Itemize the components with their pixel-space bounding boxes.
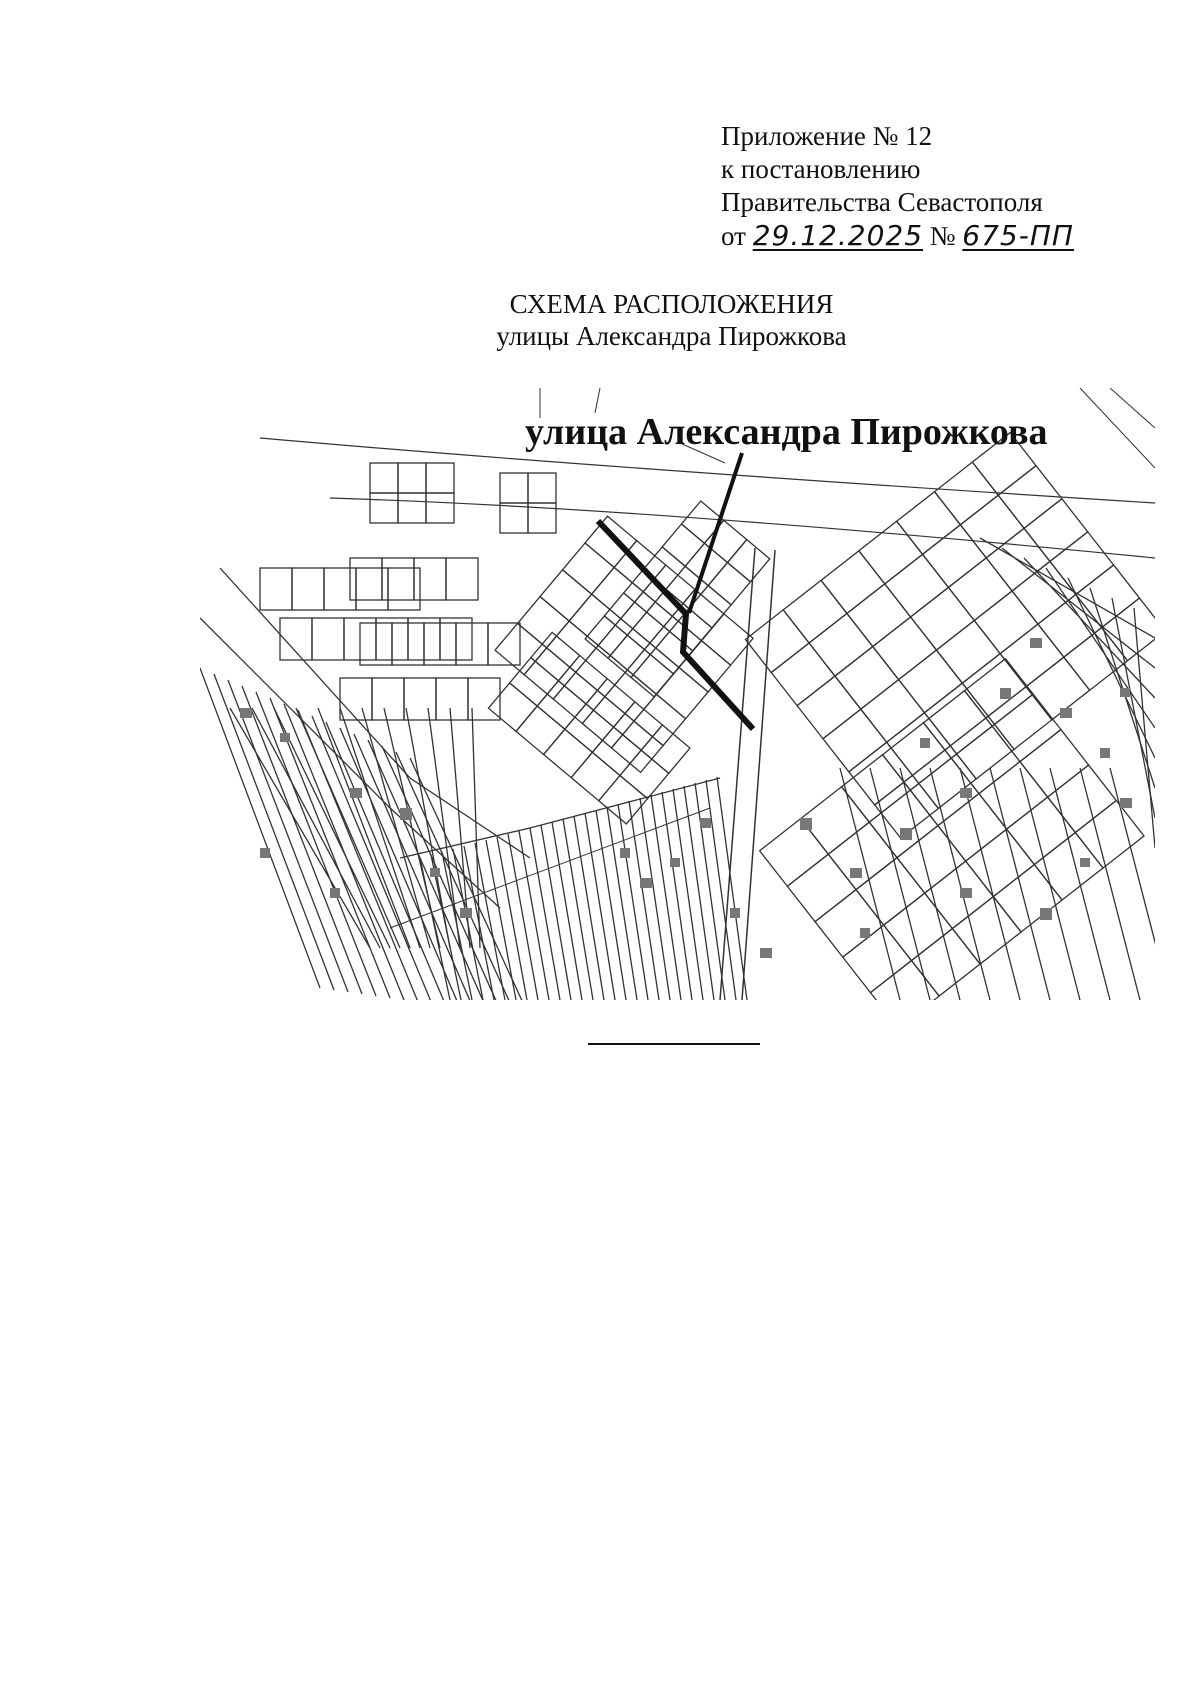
parcel: [960, 495, 1024, 558]
label-pointer-line: [689, 453, 742, 613]
building: [620, 848, 630, 858]
parcel: [859, 521, 923, 584]
appendix-header: [721, 120, 1074, 253]
parcel: [911, 929, 980, 996]
parcel-line: [1020, 768, 1080, 1000]
parcel: [843, 925, 912, 992]
parcel: [679, 641, 731, 692]
parcel: [370, 463, 398, 493]
parcel-line: [930, 768, 990, 1000]
building: [430, 868, 440, 877]
parcel: [847, 584, 911, 647]
parcel: [952, 897, 1021, 964]
parcel: [911, 587, 975, 650]
building: [850, 868, 862, 878]
parcel: [356, 568, 388, 610]
parcel: [938, 794, 1007, 861]
parcel: [809, 613, 873, 676]
parcel: [563, 543, 615, 594]
resolution-date-line: [721, 219, 1074, 253]
parcel: [1012, 561, 1076, 624]
parcel: [620, 750, 669, 798]
parcel: [966, 829, 1035, 896]
building: [1120, 798, 1132, 808]
parcel: [571, 752, 620, 800]
building: [960, 788, 972, 798]
parcel: [1000, 624, 1064, 687]
parcel: [965, 659, 1034, 726]
parcel: [1026, 657, 1090, 720]
parcel: [861, 680, 925, 743]
resolution-date: 29.12.2025: [752, 219, 924, 252]
parcel: [436, 678, 468, 720]
parcel: [537, 681, 586, 729]
building: [240, 708, 252, 718]
parcel: [604, 593, 646, 635]
building: [400, 808, 412, 820]
location-map: [200, 388, 1155, 1000]
parcel: [426, 463, 454, 493]
building: [1040, 908, 1052, 920]
building: [330, 888, 340, 898]
parcel-line: [296, 708, 400, 948]
date-prefix: от: [721, 221, 746, 251]
parcel-line: [228, 680, 348, 992]
parcel: [488, 623, 520, 665]
parcel: [884, 893, 953, 960]
parcel-line: [1050, 768, 1110, 1000]
parcel: [760, 819, 829, 886]
building: [700, 818, 711, 828]
parcel: [993, 865, 1062, 932]
parcel: [708, 563, 750, 605]
parcel: [821, 551, 885, 614]
building: [800, 818, 812, 830]
government-name: Правительства Севастополя: [721, 187, 1043, 217]
parcel: [531, 632, 580, 680]
parcel: [627, 612, 669, 654]
parcel: [260, 568, 292, 610]
parcel: [783, 580, 847, 643]
cadastral-parcels: [200, 388, 1155, 1000]
parcel: [598, 619, 650, 670]
building: [860, 928, 870, 938]
parcel: [835, 647, 899, 710]
building: [350, 788, 362, 798]
parcel: [797, 676, 861, 739]
parcel: [544, 729, 593, 777]
parcel: [370, 493, 398, 523]
parcel-line: [326, 722, 446, 1000]
parcel-line: [1080, 388, 1155, 468]
parcel-line: [1110, 388, 1155, 428]
building: [730, 908, 740, 918]
parcel: [592, 727, 641, 775]
building: [900, 828, 912, 840]
parcel: [899, 650, 963, 713]
building: [1120, 688, 1130, 697]
parcel-line: [214, 674, 334, 990]
parcel-line: [1110, 768, 1155, 1000]
parcel-line: [472, 708, 480, 948]
parcel: [1007, 797, 1076, 864]
parcel-line: [312, 716, 432, 1000]
parcel: [500, 473, 528, 503]
street-label: улица Александра Пирожкова: [525, 411, 1048, 453]
parcel: [727, 540, 769, 582]
building: [960, 888, 972, 898]
parcel-line: [1112, 598, 1155, 818]
parcel: [398, 493, 426, 523]
building: [460, 908, 472, 918]
parcel: [398, 463, 426, 493]
parcel: [488, 683, 537, 731]
parcel: [614, 702, 663, 750]
parcel-boundary: [400, 778, 720, 858]
building: [280, 733, 290, 742]
parcel: [585, 516, 637, 567]
parcel: [1024, 499, 1088, 562]
parcel: [558, 656, 607, 704]
building: [1060, 708, 1072, 718]
building: [670, 858, 680, 867]
building: [260, 848, 270, 858]
parcel: [771, 643, 835, 706]
parcel: [923, 525, 987, 588]
parcel-boundary: [742, 550, 775, 1000]
building: [760, 948, 772, 958]
appendix-number: Приложение № 12: [721, 121, 933, 151]
to-resolution-text: к постановлению: [721, 154, 921, 184]
building: [920, 738, 930, 748]
parcel: [528, 473, 556, 503]
building: [1100, 748, 1110, 758]
parcel: [382, 558, 414, 600]
parcel: [500, 503, 528, 533]
parcel-line: [200, 668, 320, 988]
parcel: [641, 725, 690, 773]
parcel: [925, 861, 994, 928]
title-line-1: СХЕМА РАСПОЛОЖЕНИЯ: [509, 289, 834, 319]
building: [1080, 858, 1090, 867]
parcel-line: [242, 686, 362, 994]
title-line-2: улицы Александра Пирожкова: [496, 321, 847, 351]
building: [1030, 638, 1042, 648]
parcel-line: [900, 768, 960, 1000]
parcel: [586, 679, 635, 727]
parcel: [540, 570, 592, 621]
parcel-line: [960, 768, 1020, 1000]
parcel: [979, 762, 1048, 829]
parcel: [388, 568, 420, 610]
parcel: [662, 524, 704, 566]
document-title: [0, 288, 1200, 352]
parcel: [414, 558, 446, 600]
parcel: [885, 554, 949, 617]
parcel: [936, 621, 1000, 684]
parcel: [643, 547, 685, 589]
number-sign: №: [929, 221, 956, 251]
parcel: [324, 568, 356, 610]
parcel-line: [870, 768, 930, 1000]
parcel: [1076, 565, 1140, 628]
parcel: [292, 568, 324, 610]
parcel-line: [256, 692, 376, 996]
parcel: [988, 687, 1052, 750]
parcel: [446, 558, 478, 600]
closing-rule: [588, 1043, 760, 1045]
building: [640, 878, 652, 888]
parcel: [592, 567, 644, 618]
parcel-line: [1068, 578, 1155, 758]
parcel: [873, 617, 937, 680]
building: [1000, 688, 1011, 699]
parcel: [372, 678, 404, 720]
parcel: [426, 493, 454, 523]
parcel: [1050, 532, 1114, 595]
parcel: [787, 854, 856, 921]
parcel-line: [252, 708, 380, 948]
parcel: [974, 591, 1038, 654]
parcel: [565, 704, 614, 752]
parcel: [897, 492, 961, 555]
parcel-line: [1046, 568, 1155, 728]
resolution-number: 675-ПП: [962, 219, 1074, 252]
parcel: [516, 706, 565, 754]
parcel-line: [980, 538, 1155, 638]
parcel: [823, 709, 887, 772]
parcel: [935, 462, 999, 525]
parcel: [1102, 598, 1155, 661]
parcel: [404, 678, 436, 720]
parcel: [569, 594, 621, 645]
parcel: [948, 558, 1012, 621]
parcel: [350, 558, 382, 600]
parcel: [745, 610, 809, 673]
parcel-line: [368, 740, 488, 1000]
parcel: [340, 678, 372, 720]
parcel: [312, 618, 344, 660]
